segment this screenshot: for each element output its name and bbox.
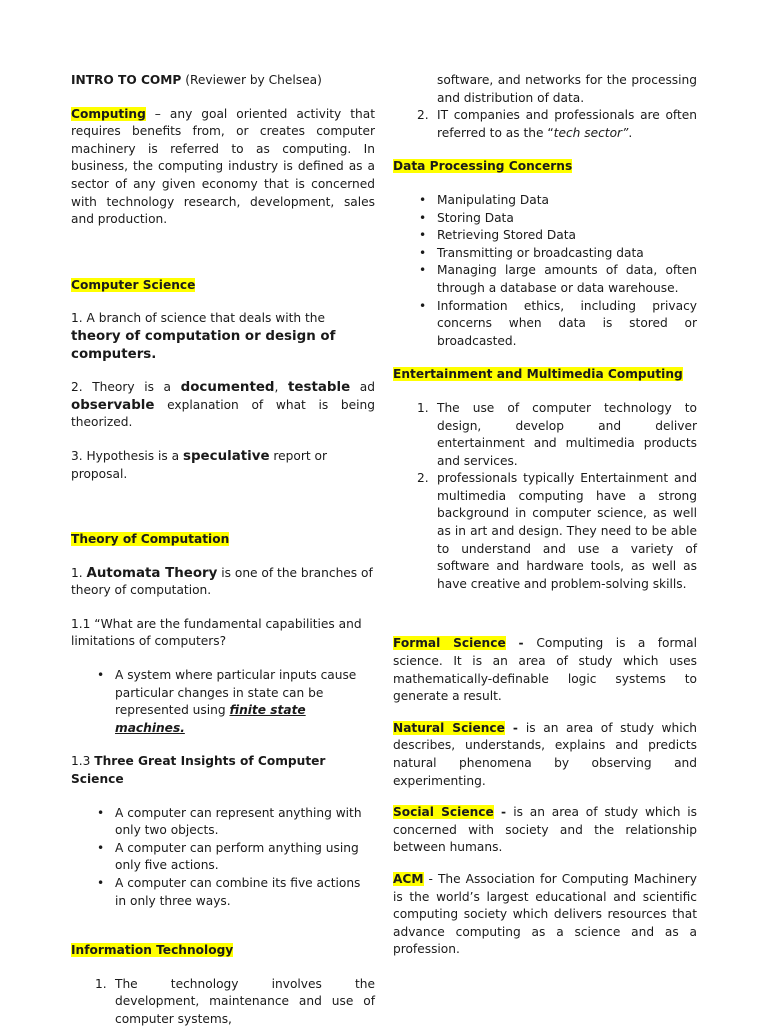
data-processing-list: [393, 192, 697, 350]
left-column: [71, 72, 375, 1029]
toc-bullet-list: [71, 667, 375, 737]
list-item: • A computer can combine its five actions in only three ways.: [115, 875, 375, 910]
list-item: • Manipulating Data: [437, 192, 697, 210]
toc-point-1-3: 1.3 Three Great Insights of Computer Science: [71, 754, 326, 787]
list-item: 2. professionals typically Entertainment and multimedia computing have a strong background in computer science, as well as in art and design. They need to be able to understand and use a variety of software and hardware tools, as well as have creative and problem-solving skills.: [417, 471, 697, 591]
formal-science-definition: Formal Science - Computing is a formal science. It is an area of study which uses mathematically-definable logic systems to generate a result.: [393, 636, 698, 704]
it-list-continued: [393, 72, 697, 142]
insights-list: [71, 805, 375, 911]
list-item: • A computer can perform anything using only five actions.: [115, 840, 375, 875]
section-heading-information-technology: Information Technology: [71, 943, 234, 958]
list-item: • Managing large amounts of data, often through a database or data warehouse.: [437, 262, 697, 297]
list-item: • A system where particular inputs cause particular changes in state can be represented using finite state machines.: [115, 667, 375, 737]
cs-point-2: 2. Theory is a documented, testable ad observable explanation of what is being theorized.: [71, 380, 375, 430]
list-item: • Transmitting or broadcasting data: [437, 245, 697, 263]
list-item: • Information ethics, including privacy concerns when data is stored or broadcasted.: [437, 298, 697, 351]
list-item: • A computer can represent anything with only two objects.: [115, 805, 375, 840]
computing-definition: Computing – any goal oriented activity that requires benefits from, or creates computer machinery is referred to as computing. In business, the computing industry is defined as a sector of any given economy that is concerned with technology research, development, sales and production.: [71, 106, 375, 227]
cs-point-3: 3. Hypothesis is a speculative report or proposal.: [71, 448, 327, 481]
list-item: 1. The use of computer technology to design, develop and deliver entertainment and multimedia products and services.: [417, 400, 697, 468]
list-item: 1. The technology involves the development, maintenance and use of computer systems,: [95, 976, 375, 1026]
toc-point-1-1: 1.1 “What are the fundamental capabilities and limitations of computers?: [71, 616, 362, 649]
section-heading-entertainment-multimedia: Entertainment and Multimedia Computing: [393, 367, 683, 382]
list-item: software, and networks for the processing and distribution of data.: [437, 73, 697, 105]
document-title: INTRO TO COMP (Reviewer by Chelsea): [71, 73, 322, 87]
list-item: 2. IT companies and professionals are often referred to as the “tech sector”.: [417, 108, 697, 140]
list-item: • Storing Data: [437, 210, 697, 228]
computing-term: Computing: [71, 106, 146, 121]
section-heading-data-processing-concerns: Data Processing Concerns: [393, 159, 573, 174]
list-item: • Retrieving Stored Data: [437, 227, 697, 245]
section-heading-theory-of-computation: Theory of Computation: [71, 532, 230, 547]
cs-point-1: 1. A branch of science that deals with the theory of computation or design of computers.: [71, 311, 336, 362]
acm-definition: ACM - The Association for Computing Machinery is the world’s largest educational and scientific computing society which delivers resources that advance computing as a science and as a profession.: [393, 871, 697, 957]
section-heading-computer-science: Computer Science: [71, 277, 196, 292]
it-list: [71, 976, 375, 1029]
toc-point-1: 1. Automata Theory is one of the branches of theory of computation.: [71, 565, 373, 598]
social-science-definition: Social Science - is an area of study which is concerned with society and the relationship between humans.: [393, 805, 698, 855]
right-column: [393, 72, 697, 959]
emc-list: [393, 400, 697, 594]
natural-science-definition: Natural Science - is an area of study which describes, understands, explains and predicts natural phenomena by observing and experimenting.: [393, 720, 698, 788]
